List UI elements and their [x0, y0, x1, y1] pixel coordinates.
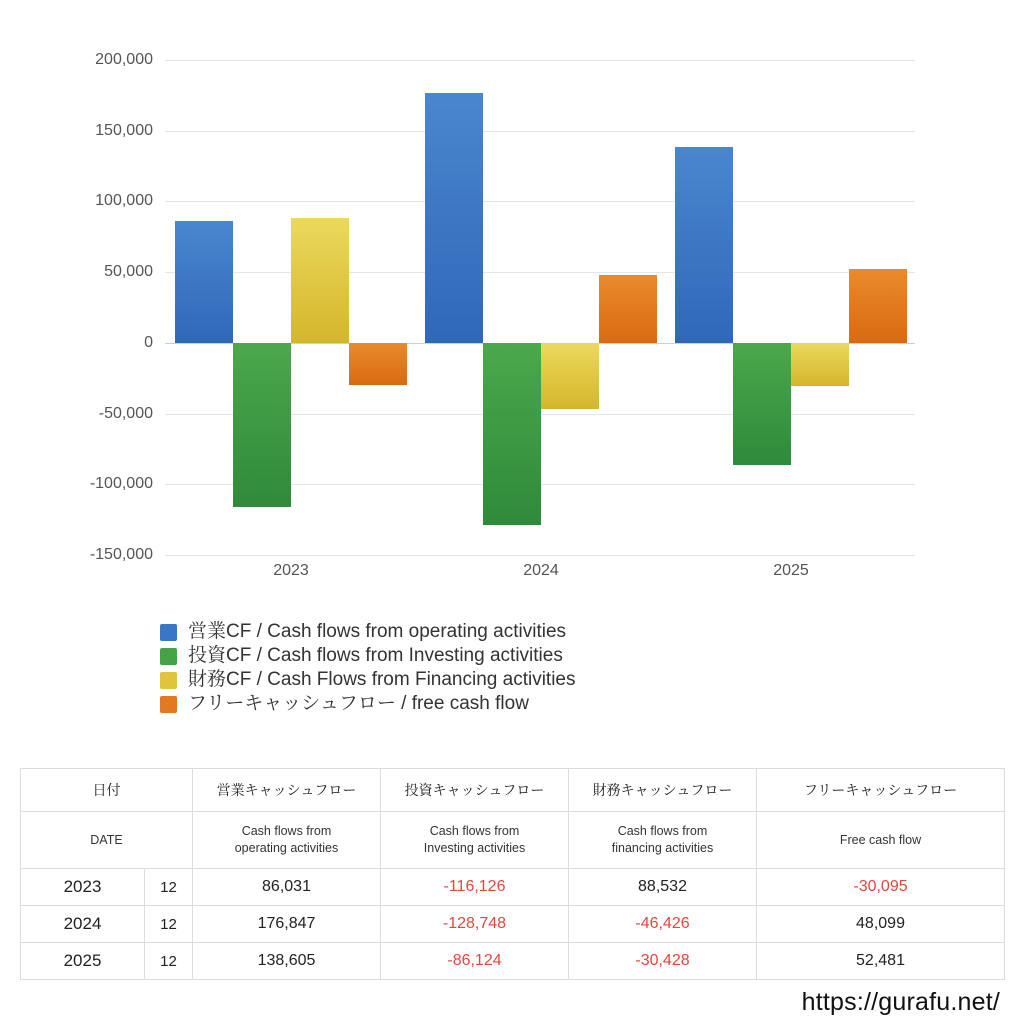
bar-2025-free	[849, 269, 907, 343]
table-header-date-ja: 日付	[21, 769, 193, 812]
bar-2024-operating	[425, 93, 483, 343]
gridline-200000	[165, 60, 915, 61]
bar-2023-investing	[233, 343, 291, 507]
table-row	[21, 943, 1005, 980]
table-header-investing-en-line1: Cash flows from	[429, 824, 520, 839]
legend-item-investing[interactable]	[160, 644, 960, 668]
table-row	[21, 869, 1005, 906]
y-tick-label: 50,000	[104, 263, 153, 281]
chart-legend	[160, 620, 960, 716]
legend-item-label: 財務CF / Cash Flows from Financing activities	[188, 669, 576, 690]
table-header-financing-en-line2: financing activities	[611, 841, 714, 855]
row-financing-value: -30,428	[569, 943, 757, 980]
row-financing-value: -46,426	[569, 906, 757, 943]
bar-2024-financing	[541, 343, 599, 409]
table-header-financing-en	[569, 812, 757, 869]
row-investing-value: -86,124	[381, 943, 569, 980]
bar-2025-operating	[675, 147, 733, 343]
bar-2023-free	[349, 343, 407, 386]
table-header-row-en	[21, 812, 1005, 869]
x-tick-label-2024: 2024	[523, 562, 559, 579]
bar-2024-investing	[483, 343, 541, 525]
table-header-investing-en	[381, 812, 569, 869]
gridline-150000	[165, 131, 915, 132]
bar-2025-investing	[733, 343, 791, 465]
row-operating-value: 86,031	[193, 869, 381, 906]
legend-item-free-cash-flow[interactable]	[160, 692, 960, 716]
table-header-operating-en	[193, 812, 381, 869]
row-free-value: 48,099	[757, 906, 1005, 943]
bar-2023-financing	[291, 218, 349, 343]
y-tick-label: 0	[144, 333, 153, 351]
y-tick-label: -50,000	[98, 404, 153, 422]
gridline-neg150000	[165, 555, 915, 556]
row-financing-value: 88,532	[569, 869, 757, 906]
table-header-operating-ja: 営業キャッシュフロー	[193, 769, 381, 812]
gridline-100000	[165, 201, 915, 202]
y-tick-label: 100,000	[95, 192, 153, 210]
table-header-free-en: Free cash flow	[757, 812, 1005, 869]
bar-2023-operating	[175, 221, 233, 343]
table-header-financing-ja: 財務キャッシュフロー	[569, 769, 757, 812]
row-free-value: -30,095	[757, 869, 1005, 906]
row-month: 12	[145, 906, 193, 943]
table-header-free-ja: フリーキャッシュフロー	[757, 769, 1005, 812]
row-year: 2023	[21, 869, 145, 906]
row-year: 2024	[21, 906, 145, 943]
bar-2024-free	[599, 275, 657, 343]
legend-item-operating[interactable]	[160, 620, 960, 644]
row-operating-value: 138,605	[193, 943, 381, 980]
legend-swatch-icon	[160, 648, 177, 665]
table-header-date-en: DATE	[21, 812, 193, 869]
table-header-operating-en-line1: Cash flows from	[241, 824, 332, 839]
row-month: 12	[145, 869, 193, 906]
row-investing-value: -128,748	[381, 906, 569, 943]
table-row	[21, 906, 1005, 943]
table-header-operating-en-line2: operating activities	[234, 841, 339, 855]
gridline-50000	[165, 272, 915, 273]
site-url[interactable]: https://gurafu.net/	[801, 988, 1000, 1016]
x-tick-label-2023: 2023	[273, 562, 309, 579]
row-month: 12	[145, 943, 193, 980]
bar-2025-financing	[791, 343, 849, 386]
row-year: 2025	[21, 943, 145, 980]
table-header-investing-ja: 投資キャッシュフロー	[381, 769, 569, 812]
legend-swatch-icon	[160, 696, 177, 713]
y-tick-label: 150,000	[95, 121, 153, 139]
row-operating-value: 176,847	[193, 906, 381, 943]
legend-swatch-icon	[160, 624, 177, 641]
x-tick-label-2025: 2025	[773, 562, 809, 579]
row-free-value: 52,481	[757, 943, 1005, 980]
legend-item-label: 営業CF / Cash flows from operating activities	[188, 621, 567, 642]
legend-item-label: フリーキャッシュフロー / free cash flow	[188, 693, 529, 714]
legend-item-financing[interactable]	[160, 668, 960, 692]
y-tick-label: -150,000	[89, 546, 153, 563]
table-header-investing-en-line2: Investing activities	[423, 841, 526, 855]
table-header-row-ja	[21, 769, 1005, 812]
legend-item-label: 投資CF / Cash flows from Investing activities	[188, 645, 563, 666]
row-investing-value: -116,126	[381, 869, 569, 906]
y-tick-label: 200,000	[95, 51, 153, 68]
legend-swatch-icon	[160, 672, 177, 689]
y-tick-label: -100,000	[89, 475, 153, 493]
table-header-financing-en-line1: Cash flows from	[617, 824, 708, 839]
chart-plot-area	[89, 51, 915, 579]
cash-flow-table	[20, 768, 1005, 980]
